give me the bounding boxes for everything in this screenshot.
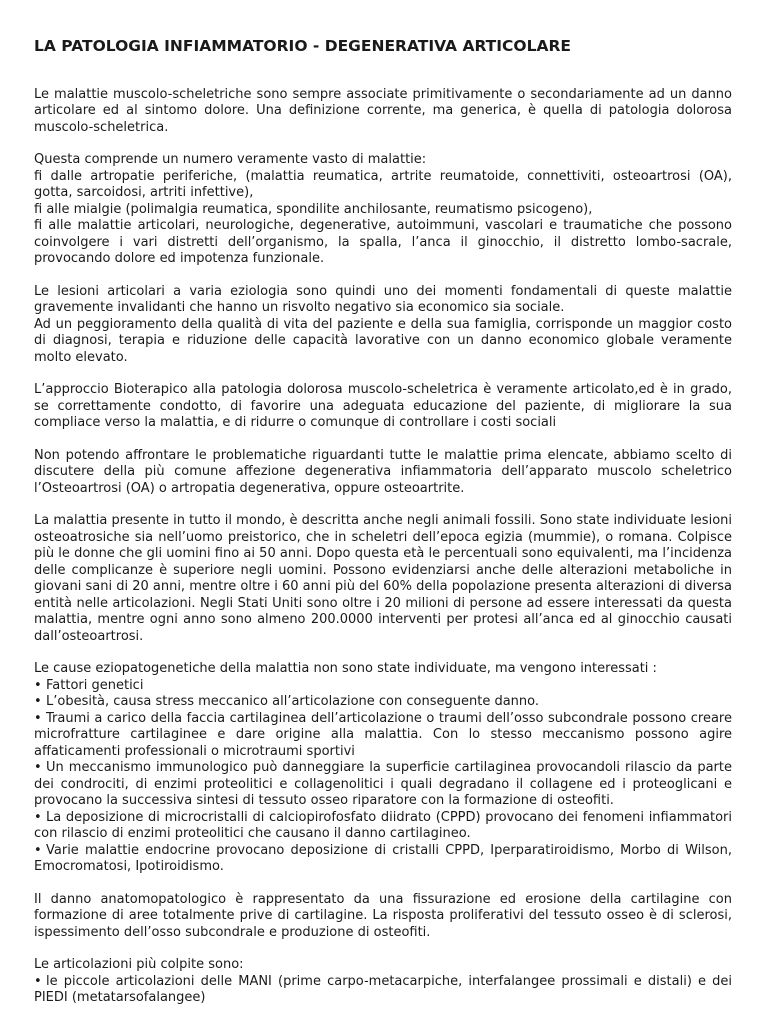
bullet-item: • Traumi a carico della faccia cartilaginea dell’articolazione o traumi dell’osso subcondrale possono creare microfratture cartilaginee e dare origine alla malattia. Con lo stesso meccanismo possono agire affaticamenti professionali o microtraumi sportivi: [34, 711, 732, 761]
paragraph-line: Le malattie muscolo-scheletriche sono sempre associate primitivamente o secondariamente ad un danno articolare ed al sintomo dolore. Una definizione corrente, ma generica, è quella di patologia dolorosa muscolo-scheletrica.: [34, 86, 732, 135]
bullet-item: • Un meccanismo immunologico può danneggiare la superficie cartilaginea provocandoli rilascio da parte dei condrociti, di enzimi proteolitici e collagenolitici i quali degradano il collagene ed i proteoglicani e provocano la successiva sintesi di tessuto osseo riparatore con la formazione di osteofiti.: [34, 760, 732, 810]
paragraph-line: fi alle malattie articolari, neurologiche, degenerative, autoimmuni, vascolari e traumatiche che possono coinvolgere i vari distretti dell’organismo, la spalla, l’anca il ginocchio, il distretto lombo-sacrale, provocando dolore ed impotenza funzionale.: [34, 218, 732, 266]
paragraph-line: Le lesioni articolari a varia eziologia sono quindi uno dei momenti fondamentali di queste malattie gravemente invalidanti che hanno un risvolto negativo sia economico sia sociale.: [34, 283, 732, 315]
paragraph-osteoarthrosis-scope: [34, 448, 732, 498]
paragraph-disease-list: [34, 152, 732, 268]
bullet-item: • le piccole articolazioni delle MANI (prime carpo-metacarpiche, interfalangee prossimali e distali) e dei PIEDI (metatarsofalangee): [34, 974, 732, 1007]
bullet-item: • Varie malattie endocrine provocano deposizione di cristalli CPPD, Iperparatiroidismo, Morbo di Wilson, Emocromatosi, Ipotiroidismo.: [34, 843, 732, 876]
paragraph-line: Ad un peggioramento della qualità di vita del paziente e della sua famiglia, corrisponde un maggior costo di diagnosi, terapia e riduzione delle capacità lavorative con un danno economico globale veramente molto elevato.: [34, 316, 732, 365]
paragraph-anatomopathology: [34, 892, 732, 942]
paragraph-lesions: [34, 284, 732, 367]
paragraph-line: Non potendo affrontare le problematiche riguardanti tutte le malattie prima elencate, abbiamo scelto di discutere della più comune affezione degenerativa infiammatoria dell’apparato muscolo scheletrico l’Osteoartrosi (OA) o artropatia degenerativa, oppure osteoartrite.: [34, 447, 732, 496]
paragraph-line: fi alle mialgie (polimalgia reumatica, spondilite anchilosante, reumatismo psicogeno),: [34, 201, 593, 217]
paragraph-line: Le cause eziopatogenetiche della malattia non sono state individuate, ma vengono interessati :: [34, 661, 657, 676]
paragraph-causes: [34, 661, 732, 876]
document-title: LA PATOLOGIA INFIAMMATORIO - DEGENERATIVA ARTICOLARE: [34, 37, 571, 55]
paragraph-line: fi dalle artropatie periferiche, (malattia reumatica, artrite reumatoide, connettiviti, osteoartrosi (OA), gotta, sarcoidosi, artriti infettive),: [34, 168, 732, 200]
paragraph-affected-joints: [34, 957, 732, 1007]
paragraph-line: La malattia presente in tutto il mondo, è descritta anche negli animali fossili. Sono state individuate lesioni osteoatrosiche sia nell’uomo preistorico, che in scheletri dell’epoca egizia (mummie), o romana. Colpisce più le donne che gli uomini fino ai 50 anni. Dopo questa età le percentuali sono equivalenti, ma l’incidenza delle complicanze è superiore negli uomini. Possono evidenziarsi anche delle alterazioni metaboliche in giovani sani di 20 anni, mentre oltre i 60 anni più del 60% della popolazione presenta alterazioni di diversa entità nelle articolazioni. Negli Stati Uniti sono oltre i 20 milioni di persone ad essere interessati da questa malattia, mentre ogni anno sono almeno 200.0000 interventi per protesi all’anca ed al ginocchio causati dall’osteoartrosi.: [34, 513, 732, 644]
bullet-item: • Fattori genetici: [34, 678, 732, 695]
paragraph-line: L’approccio Bioterapico alla patologia dolorosa muscolo-scheletrica è veramente articolato,ed è in grado, se correttamente condotto, di favorire una adeguata educazione del paziente, di migliorare la sua compliace verso la malattia, e di ridurre o comunque di controllare i costi sociali: [34, 382, 732, 430]
bullet-item: • L’obesità, causa stress meccanico all’articolazione con conseguente danno.: [34, 694, 732, 711]
bullet-item: • La deposizione di microcristalli di calciopirofosfato diidrato (CPPD) provocano dei fenomeni infiammatori con rilascio di enzimi proteolitici che causano il danno cartilagineo.: [34, 810, 732, 843]
document-page: [34, 38, 732, 1023]
paragraph-line: Questa comprende un numero veramente vasto di malattie:: [34, 152, 427, 167]
paragraph-line: Le articolazioni più colpite sono:: [34, 957, 244, 972]
paragraph-line: Il danno anatomopatologico è rappresentato da una fissurazione ed erosione della cartilagine con formazione di aree totalmente prive di cartilagine. La risposta proliferativi del tessuto osseo è di sclerosi, ispessimento dell’osso subcondrale e produzione di osteofiti.: [34, 891, 732, 940]
paragraph-intro: [34, 87, 732, 137]
paragraph-epidemiology: [34, 513, 732, 645]
paragraph-bioterapic-approach: [34, 382, 732, 432]
